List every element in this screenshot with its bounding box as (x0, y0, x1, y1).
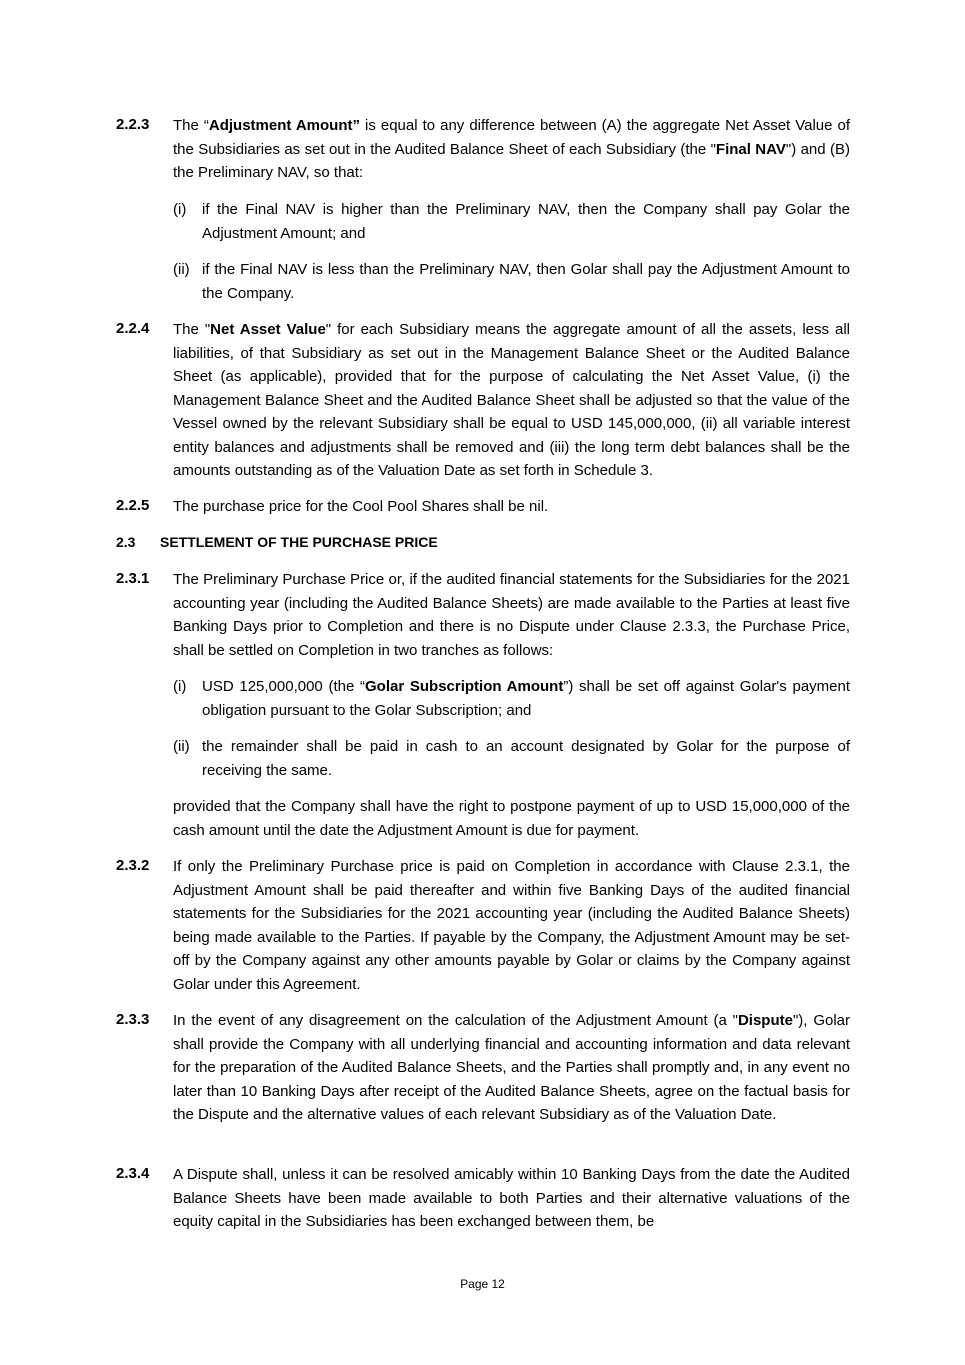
clause-text: The Preliminary Purchase Price or, if the audited financial statements for the Subsidiaries for the 2021 accounting year (including the Audited Balance Sheets) are made available to the Parties at least five Banking Days prior to Completion and there is no Dispute under Clause 2.3.3, the Purchase Price, shall be settled on Completion in two tranches as follows: (173, 571, 850, 659)
clause-number: 2.3.2 (116, 857, 150, 874)
clause-text: In the event of any disagreement on the calculation of the Adjustment Amount (a "Dispute"), Golar shall provide the Company with all underlying financial and accounting information and data relevant for the preparation of the Audited Balance Sheets, and the Parties shall promptly and, in any event no later than 10 Banking Days after receipt of the Audited Balance Sheets, agree on the factual basis for the Dispute and the alternative values of each relevant Subsidiary as of the Valuation Date. (173, 1012, 850, 1123)
list-item: (i) USD 125,000,000 (the “Golar Subscription Amount”) shall be set off against Golar's payment obligation pursuant to the Golar Subscription; and (173, 678, 851, 719)
clause-text: The purchase price for the Cool Pool Shares shall be nil. (173, 498, 549, 515)
list-item: (i) if the Final NAV is higher than the Preliminary NAV, then the Company shall pay Golar the Adjustment Amount; and (173, 201, 850, 242)
defined-term: Final NAV (715, 140, 786, 158)
clause-number: 2.3.3 (116, 1011, 150, 1028)
clause-number: 2.2.3 (116, 116, 150, 133)
clause-number: 2.2.5 (116, 497, 150, 514)
defined-term: Net Asset Value (210, 321, 326, 338)
clause-number: 2.3.4 (116, 1165, 150, 1182)
page-number: Page 12 (460, 1277, 505, 1291)
defined-term: Dispute (737, 1012, 793, 1029)
defined-term: Golar Subscription Amount (365, 678, 564, 695)
clause-text: If only the Preliminary Purchase price is paid on Completion in accordance with Clause 2.3.1, the Adjustment Amount shall be paid thereafter and within five Banking Days of the audited financial statements for the Subsidiaries for the 2021 accounting year (including the Audited Balance Sheets) being made available to the Parties. If payable by the Company, the Adjustment Amount may be set-off by the Company against any other amounts payable by Golar or claims by the Company against Golar under this Agreement. (173, 858, 850, 993)
proviso-text: provided that the Company shall have the right to postpone payment of up to USD 15,000,000 of the cash amount until the date the Adjustment Amount is due for payment. (173, 798, 850, 839)
clause-number: 2.3.1 (116, 570, 150, 587)
list-item: (ii) the remainder shall be paid in cash to an account designated by Golar for the purpose of receiving the same. (173, 738, 850, 779)
clause-text: The "Net Asset Value" for each Subsidiary means the aggregate amount of all the assets, less all liabilities, of that Subsidiary as set out in the Management Balance Sheet or the Audited Balance Sheet (as applicable), provided that for the purpose of calculating the Net Asset Value, (i) the Management Balance Sheet and the Audited Balance Sheet shall be adjusted so that the value of the Vessel owned by the relevant Subsidiary shall be equal to USD 145,000,000, (ii) all variable interest entity balances and adjustments shall be removed and (iii) the long term debt balances shall be the amounts outstanding as of the Valuation Date as set forth in Schedule 3. (173, 321, 851, 479)
defined-term: Adjustment Amount” (208, 117, 360, 134)
list-item: (ii) if the Final NAV is less than the Preliminary NAV, then Golar shall pay the Adjustment Amount to the Company. (173, 261, 850, 302)
clause-text: The “Adjustment Amount” is equal to any difference between (A) the aggregate Net Asset Value of the Subsidiaries as set out in the Audited Balance Sheet of each Subsidiary (the "Final NAV") and (B) the Preliminary NAV, so that: (173, 117, 851, 181)
clause-number: 2.2.4 (116, 320, 150, 337)
section-number: 2.3 (116, 534, 136, 550)
clause-text: A Dispute shall, unless it can be resolved amicably within 10 Banking Days from the date the Audited Balance Sheets have been made available to both Parties and their alternative valuations of the equity capital in the Subsidiaries has been exchanged between them, be (173, 1166, 850, 1230)
section-title: SETTLEMENT OF THE PURCHASE PRICE (160, 534, 438, 550)
